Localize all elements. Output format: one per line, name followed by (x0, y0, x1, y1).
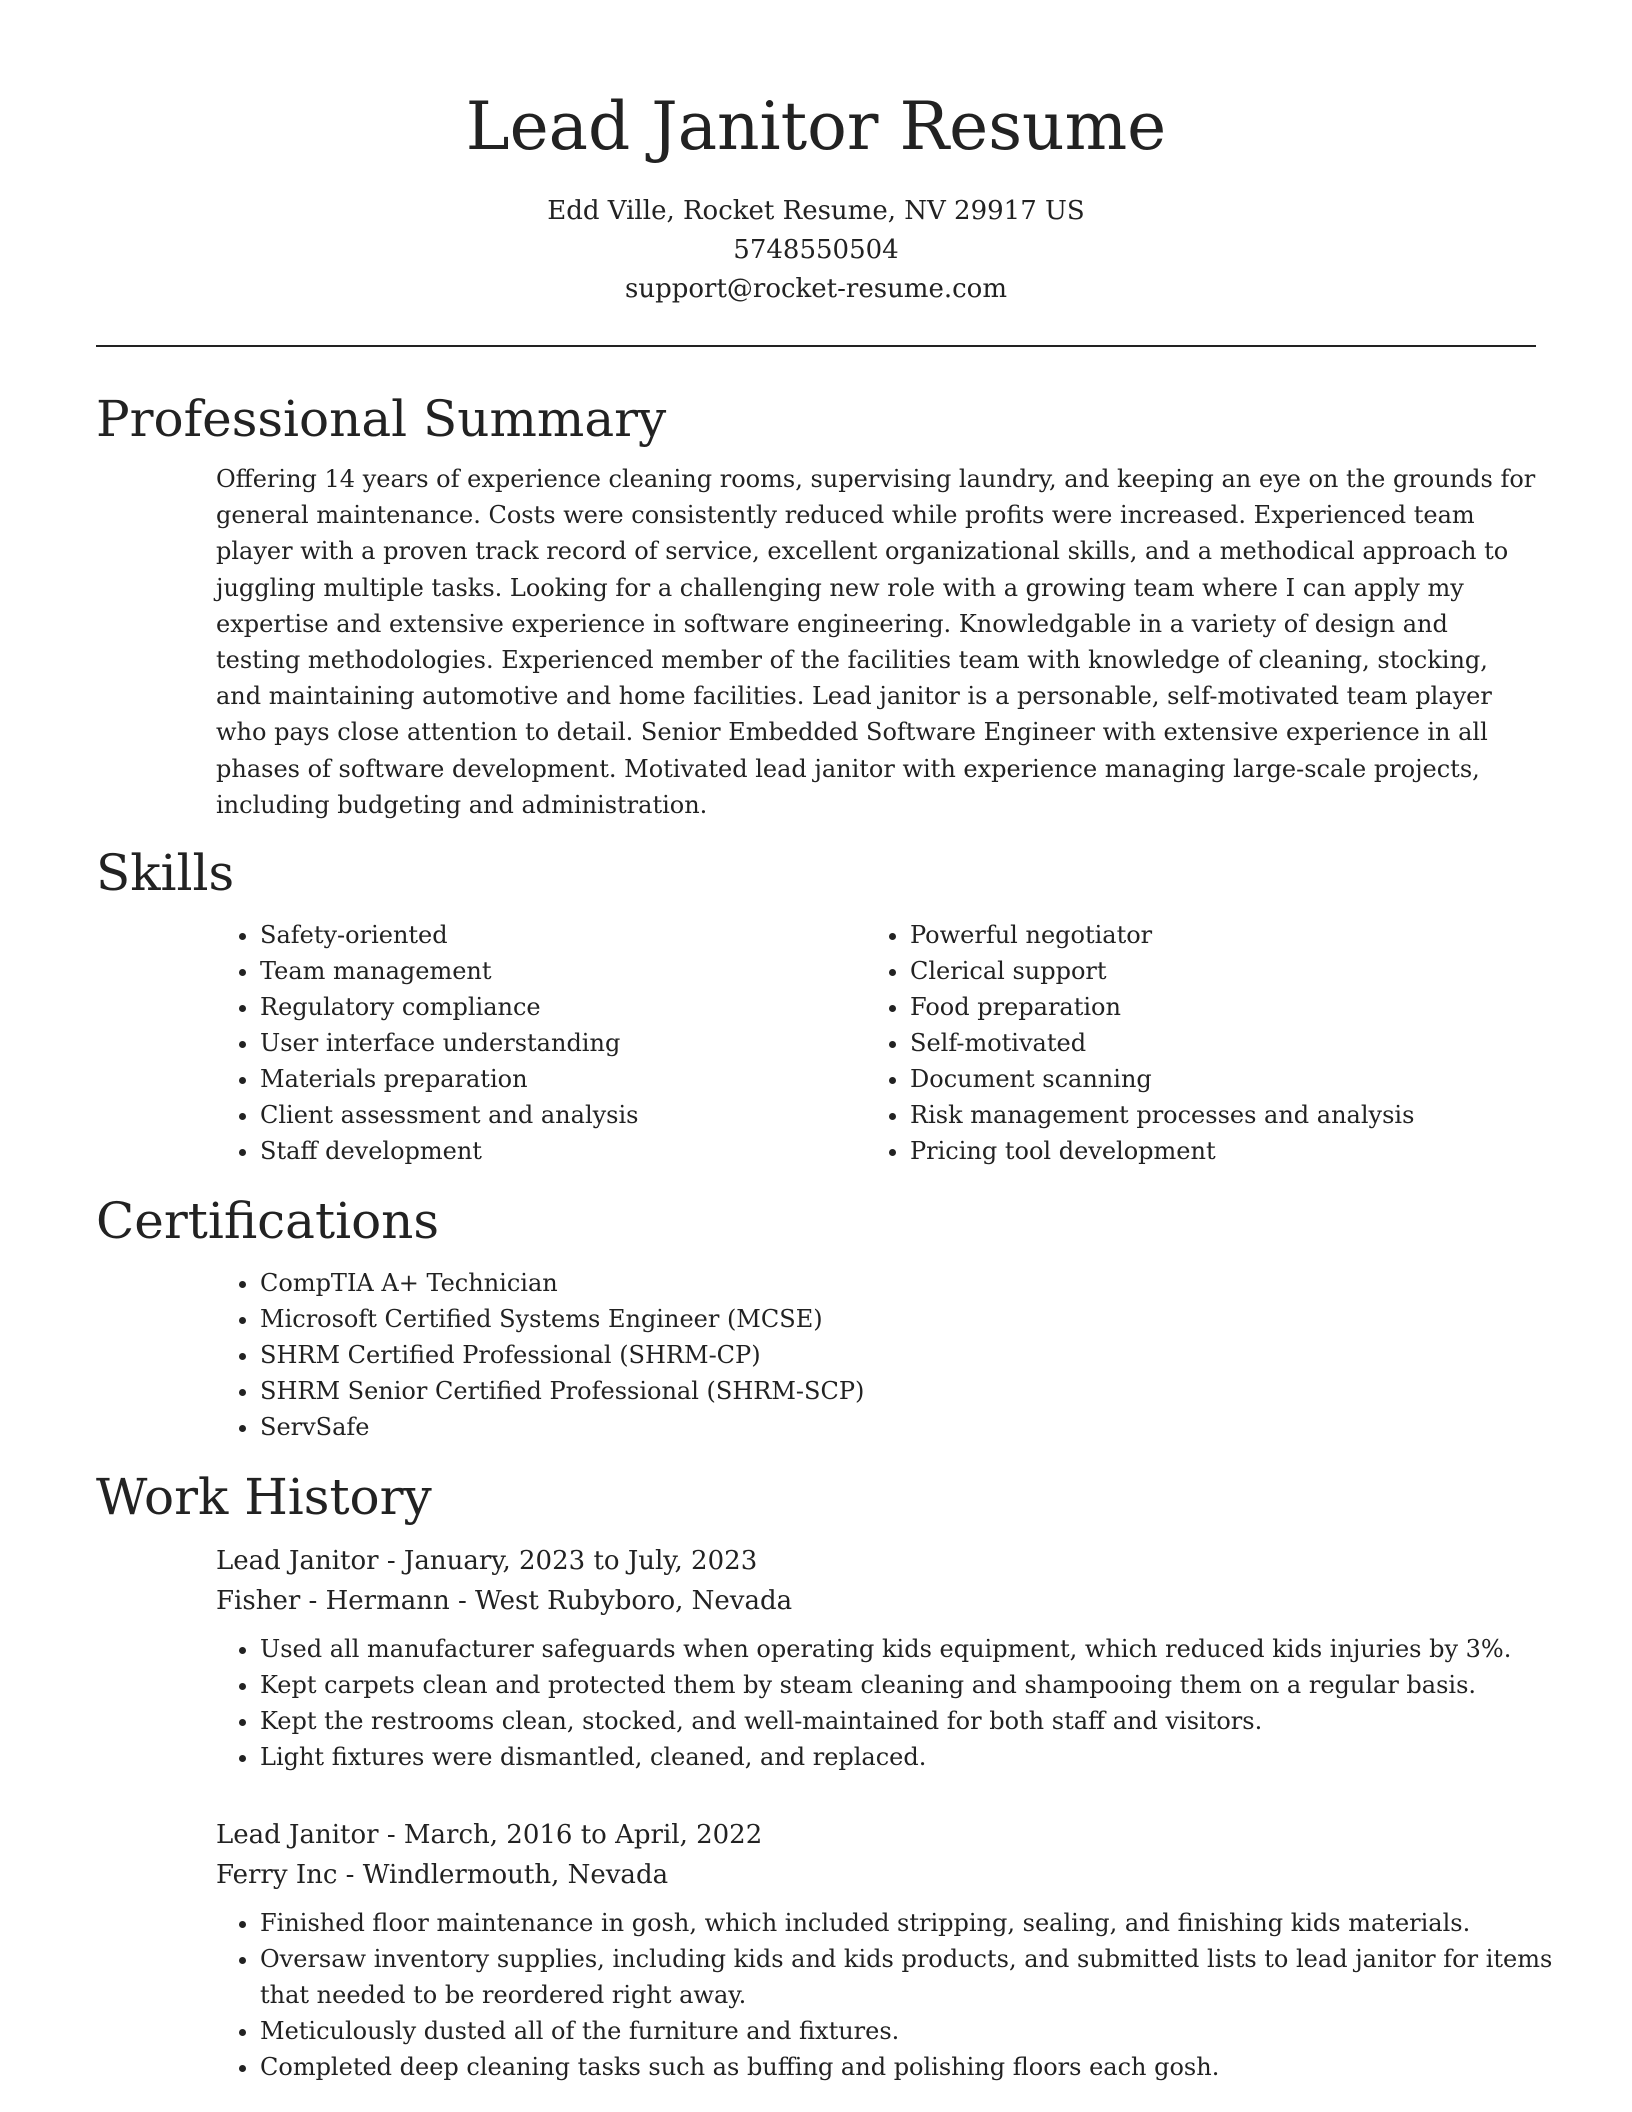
skills-list-left (216, 917, 866, 1169)
job-bullet: • Light fixtures were dismantled, cleaned, and replaced. (260, 1739, 1560, 1775)
job-bullet: • Completed deep cleaning tasks such as buffing and polishing floors each gosh. (260, 2049, 1560, 2085)
contact-email: support@rocket-resume.com (624, 274, 1007, 304)
job-company-line: Ferry Inc - Windlermouth, Nevada (216, 1860, 669, 1891)
job-bullet: • Used all manufacturer safeguards when operating kids equipment, which reduced kids injuries by 3%. (260, 1631, 1560, 1667)
skill-item: • Clerical support (910, 953, 1510, 989)
job-company: Ferry Inc (216, 1860, 338, 1891)
job-title: Lead Janitor (216, 1546, 379, 1577)
job-location: Windlermouth, Nevada (362, 1860, 669, 1891)
skill-item: • Team management (260, 953, 866, 989)
job-entry (216, 1815, 1553, 2085)
certifications-list (216, 1265, 1536, 1445)
certification-item: • SHRM Senior Certified Professional (SHRM-SCP) (260, 1373, 1536, 1409)
contact-address: Edd Ville, Rocket Resume, NV 29917 US (547, 196, 1085, 226)
job-location: West Rubyboro, Nevada (475, 1586, 793, 1617)
certifications-section (216, 1265, 1536, 1445)
job-bullet: • Meticulously dusted all of the furniture and fixtures. (260, 2013, 1560, 2049)
certification-item: • SHRM Certified Professional (SHRM-CP) (260, 1337, 1536, 1373)
skills-heading: Skills (96, 844, 235, 903)
skill-item: • Risk management processes and analysis (910, 1097, 1510, 1133)
certification-item: • ServSafe (260, 1409, 1536, 1445)
skill-item: • Materials preparation (260, 1061, 866, 1097)
resume-title: Lead Janitor Resume (465, 88, 1167, 165)
job-company-line: Fisher - Hermann - West Rubyboro, Nevada (216, 1586, 793, 1617)
skill-item: • Document scanning (910, 1061, 1510, 1097)
job-bullet: • Oversaw inventory supplies, including kids and kids products, and submitted lists to lead janitor for items that needed to be reordered right away. (260, 1941, 1560, 2013)
skill-item: • Regulatory compliance (260, 989, 866, 1025)
skill-item: • Self-motivated (910, 1025, 1510, 1061)
skills-list-right (866, 917, 1510, 1169)
skill-item: • Food preparation (910, 989, 1510, 1025)
skill-item: • Client assessment and analysis (260, 1097, 866, 1133)
header-divider (96, 345, 1536, 347)
skill-item: • Safety-oriented (260, 917, 866, 953)
work-history-heading: Work History (96, 1468, 432, 1527)
summary-heading: Professional Summary (96, 390, 667, 448)
job-bullet-list (216, 1905, 1560, 2085)
job-bullet: • Finished floor maintenance in gosh, which included stripping, sealing, and finishing kids materials. (260, 1905, 1560, 1941)
job-bullet: • Kept the restrooms clean, stocked, and well-maintained for both staff and visitors. (260, 1703, 1560, 1739)
contact-info (96, 192, 1536, 309)
work-history-section (216, 1541, 1553, 2085)
certification-item: • CompTIA A+ Technician (260, 1265, 1536, 1301)
summary-text: Offering 14 years of experience cleaning rooms, supervising laundry, and keeping an eye on the grounds for general maintenance. Costs were consistently reduced while profits were increased. Experienced team player with a proven track record of service, excellent organizational skills, and a methodical approach to juggling multiple tasks. Looking for a challenging new role with a growing team where I can apply my expertise and extensive experience in software engineering. Knowledgable in a variety of design and testing methodologies. Experienced member of the facilities team with knowledge of cleaning, stocking, and maintaining automotive and home facilities. Lead janitor is a personable, self-motivated team player who pays close attention to detail. Senior Embedded Software Engineer with extensive experience in all phases of software development. Motivated lead janitor with experience managing large-scale projects, including budgeting and administration. (216, 465, 1536, 819)
job-title-line: Lead Janitor - January, 2023 to July, 2023 (216, 1546, 758, 1577)
skills-section (216, 917, 1536, 1169)
skill-item: • Pricing tool development (910, 1133, 1510, 1169)
contact-phone: 5748550504 (733, 235, 899, 265)
job-entry (216, 1541, 1536, 1775)
job-dates: January, 2023 to July, 2023 (403, 1546, 758, 1577)
job-company: Fisher - Hermann (216, 1586, 450, 1617)
skill-item: • Staff development (260, 1133, 866, 1169)
job-title-line: Lead Janitor - March, 2016 to April, 2022 (216, 1820, 763, 1851)
job-dates: March, 2016 to April, 2022 (403, 1820, 763, 1851)
certifications-heading: Certifications (96, 1192, 440, 1251)
resume-page (96, 0, 1553, 2085)
skill-item: • User interface understanding (260, 1025, 866, 1061)
job-title: Lead Janitor (216, 1820, 379, 1851)
skill-item: • Powerful negotiator (910, 917, 1510, 953)
summary-section (216, 461, 1536, 823)
job-bullet: • Kept carpets clean and protected them by steam cleaning and shampooing them on a regular basis. (260, 1667, 1560, 1703)
job-bullet-list (216, 1631, 1560, 1775)
certification-item: • Microsoft Certified Systems Engineer (MCSE) (260, 1301, 1536, 1337)
